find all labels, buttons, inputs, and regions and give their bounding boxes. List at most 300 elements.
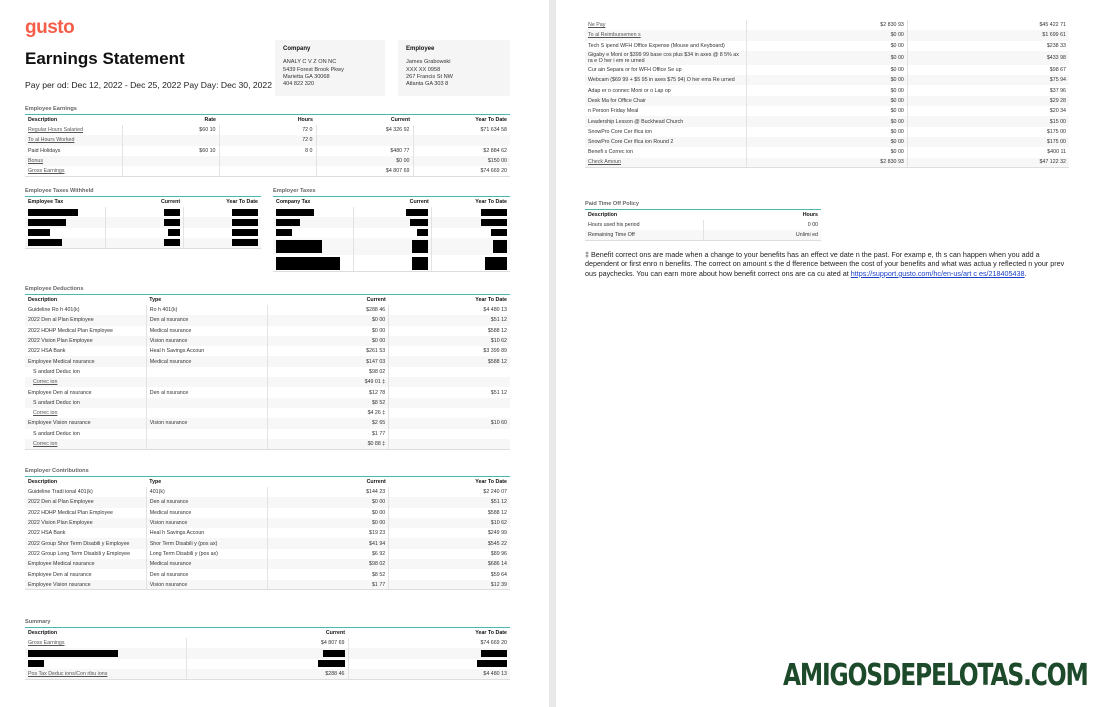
deductions-section: [25, 286, 510, 450]
table-cell: [746, 41, 907, 51]
column-header: Year To Date: [475, 297, 507, 303]
cell-text: $45 422 71: [1039, 22, 1066, 29]
table-row: [585, 20, 1069, 30]
redaction-bar: [164, 239, 180, 246]
row-link[interactable]: Pos Tax Deduc ions/Con ribu ions: [28, 670, 108, 677]
cell-text: $400 11: [1047, 149, 1066, 156]
table-row: [25, 638, 510, 648]
table-cell: [268, 367, 389, 377]
table-row: [25, 398, 510, 408]
redaction-bar: [481, 650, 507, 657]
cell-text: Shor Term Disabili y (pos ax): [149, 540, 218, 547]
cell-text: Paid Holidays: [28, 147, 61, 154]
table-cell: [389, 528, 510, 538]
cell-text: $3 399 89: [483, 348, 507, 355]
table-cell: [25, 398, 146, 408]
cell-text: $0 00: [371, 509, 386, 516]
table-cell: [146, 336, 267, 346]
table-row: [25, 336, 510, 346]
redacted-cell: [187, 659, 349, 669]
table-cell: [389, 549, 510, 559]
table-cell: [907, 30, 1069, 40]
cell-text: $60 10: [199, 147, 216, 154]
redaction-bar: [276, 240, 322, 253]
cell-text: Employee Den al nsurance: [28, 389, 92, 396]
table-cell: [146, 408, 267, 418]
cell-text: 401(k): [149, 489, 165, 496]
header-row: [25, 628, 510, 639]
table-row: [273, 228, 510, 238]
table-cell: [25, 669, 187, 679]
table-row: [25, 439, 510, 449]
table-row: [585, 127, 1069, 137]
table-cell: [268, 408, 389, 418]
cell-text: $238 33: [1046, 42, 1066, 49]
table-cell: [389, 508, 510, 518]
cell-text: Tech S ipend WFH Office Expense (Mouse and Keyboard): [588, 42, 725, 49]
table-cell: [907, 20, 1069, 30]
cell-text: $545 22: [487, 540, 507, 547]
redacted-cell: [183, 238, 261, 248]
table-cell: [25, 146, 122, 156]
table-cell: [389, 518, 510, 528]
cell-text: $150 00: [487, 158, 507, 165]
cell-text: $1 77: [371, 581, 386, 588]
header-row: [25, 477, 510, 488]
cell-text: $0 00: [396, 158, 410, 165]
redacted-cell: [432, 217, 510, 227]
table-cell: [268, 326, 389, 336]
column-header: Hours: [297, 117, 313, 123]
header-row: [273, 197, 510, 208]
redacted-cell: [354, 207, 432, 217]
cell-text: Vision nsurance: [149, 338, 188, 345]
redaction-bar: [491, 229, 507, 236]
table-cell: [389, 429, 510, 439]
cell-text: $75 94: [1049, 77, 1066, 84]
cell-text: 72 0: [302, 137, 313, 144]
earnings-table: [25, 114, 510, 177]
cell-text: $0 00: [371, 499, 386, 506]
table-row: [25, 429, 510, 439]
table-cell: [122, 146, 219, 156]
table-cell: [25, 439, 146, 449]
table-cell: [389, 439, 510, 449]
table-cell: [219, 125, 316, 135]
cell-text: $2 240 07: [483, 489, 507, 496]
cell-text: 2022 HSA Bank: [28, 530, 66, 537]
summary-section: [25, 619, 510, 680]
table-cell: [25, 135, 122, 145]
employee-line: Atlanta GA 303 8: [406, 81, 449, 88]
table-cell: [389, 387, 510, 397]
cell-text: Den al nsurance: [149, 389, 189, 396]
table-cell: [122, 135, 219, 145]
table-row: [25, 408, 510, 418]
employee-label: Employee: [406, 46, 435, 52]
cell-text: $74 669 20: [480, 640, 507, 647]
redaction-bar: [164, 209, 180, 216]
table-row: [585, 147, 1069, 157]
cell-text: Employee Den al nsurance: [28, 571, 92, 578]
redacted-cell: [25, 659, 187, 669]
section-title: Employee Deductions: [25, 286, 84, 292]
table-cell: [25, 387, 146, 397]
cell-text: $175 00: [1046, 128, 1066, 135]
table-cell: [146, 326, 267, 336]
row-link[interactable]: Correc ion: [33, 379, 58, 386]
redaction-bar: [28, 219, 66, 226]
table-row: [273, 255, 510, 272]
table-cell: [703, 230, 821, 240]
company-line: 404 822 320: [283, 81, 315, 88]
table-cell: [389, 538, 510, 548]
column-header: Type: [149, 297, 162, 303]
table-cell: [907, 75, 1069, 85]
table-cell: [25, 429, 146, 439]
page-title: Earnings Statement: [25, 49, 185, 68]
table-cell: [25, 638, 187, 648]
row-link[interactable]: Gross Earnings: [28, 640, 65, 647]
table-cell: [146, 559, 267, 569]
cell-text: Hours used his period: [588, 222, 640, 229]
redacted-cell: [354, 238, 432, 255]
cell-text: $4 26 ‡: [367, 410, 386, 417]
redaction-bar: [28, 650, 118, 657]
table-cell: [25, 367, 146, 377]
table-cell: [268, 487, 389, 497]
table-cell: [413, 166, 510, 176]
table-cell: [585, 106, 746, 116]
table-cell: [146, 580, 267, 590]
redacted-cell: [432, 228, 510, 238]
table-cell: [268, 569, 389, 579]
cell-text: Vision nsurance: [149, 520, 188, 527]
table-row: [273, 217, 510, 227]
cell-text: $261 53: [366, 348, 386, 355]
row-link[interactable]: Bonus: [28, 158, 44, 165]
table-cell: [907, 96, 1069, 106]
redacted-cell: [25, 217, 105, 227]
table-cell: [25, 497, 146, 507]
table-cell: [25, 580, 146, 590]
table-cell: [389, 367, 510, 377]
cell-text: $0 00: [890, 118, 904, 125]
table-cell: [585, 137, 746, 147]
table-cell: [25, 156, 122, 166]
table-cell: [25, 418, 146, 428]
cell-text: $1 77: [371, 430, 386, 437]
redacted-cell: [25, 207, 105, 217]
table-row: [25, 580, 510, 590]
table-row: [25, 207, 261, 217]
table-cell: [25, 538, 146, 548]
cell-text: $0 00: [890, 32, 904, 39]
table-cell: [268, 346, 389, 356]
redaction-bar: [28, 660, 44, 667]
redacted-cell: [25, 228, 105, 238]
earnings-section: [25, 106, 510, 177]
table-cell: [146, 487, 267, 497]
table-cell: [25, 528, 146, 538]
cell-text: Benefi s Correc ion: [588, 149, 634, 156]
redaction-bar: [412, 257, 428, 270]
table-cell: [146, 377, 267, 387]
cell-text: 2022 Den al Plan Employee: [28, 499, 94, 506]
cell-text: $4 807 69: [320, 640, 345, 647]
table-row: [25, 549, 510, 559]
table-cell: [585, 116, 746, 126]
note-text: ‡ Benefit correct ons are made when a change to your benefits has an effect ve date n the past. For examp e, th s can happen when you add a dependent or first enro n benefits. The correct on amount s the d fference between the cost of your benefits and what was actua y reflected n your prev ous paychecks. You can earn more about how benefit correct ons are ca cu ated at: [585, 250, 1065, 278]
table-cell: [746, 51, 907, 65]
table-cell: [146, 508, 267, 518]
employee-line: 267 Francis St NW: [406, 73, 453, 80]
cell-text: Guideline Tradi ional 401(k): [28, 489, 93, 496]
cell-text: Medical nsurance: [149, 561, 192, 568]
column-header: Current: [409, 199, 429, 205]
redacted-cell: [105, 228, 183, 238]
table-row: [25, 497, 510, 507]
row-link[interactable]: Ne Pay: [588, 22, 606, 29]
table-cell: [25, 326, 146, 336]
table-cell: [389, 418, 510, 428]
column-header: Year To Date: [475, 479, 507, 485]
table-cell: [316, 156, 413, 166]
redaction-bar: [232, 219, 258, 226]
redaction-bar: [485, 257, 507, 270]
column-header: Current: [366, 297, 386, 303]
cell-text: $89 96: [490, 550, 507, 557]
row-link[interactable]: To al Reimbursemen s: [588, 32, 641, 39]
cell-text: $288 46: [366, 307, 386, 314]
redaction-bar: [28, 239, 62, 246]
redaction-bar: [276, 209, 314, 216]
redacted-cell: [273, 217, 354, 227]
table-row: [25, 487, 510, 497]
row-link[interactable]: Correc ion: [33, 440, 58, 447]
column-header: Current: [390, 117, 410, 123]
table-cell: [146, 346, 267, 356]
table-row: [585, 230, 821, 240]
header-row: [25, 295, 510, 306]
cell-text: $37 96: [1049, 87, 1066, 94]
table-cell: [907, 127, 1069, 137]
table-cell: [25, 508, 146, 518]
table-cell: [146, 387, 267, 397]
cell-text: Employee Medical nsurance: [28, 358, 95, 365]
column-header: Year To Date: [475, 199, 507, 205]
redaction-bar: [323, 650, 345, 657]
table-cell: [585, 51, 746, 65]
table-cell: [413, 146, 510, 156]
table-cell: [348, 669, 510, 679]
cell-text: $175 00: [1046, 139, 1066, 146]
cell-text: Den al nsurance: [149, 571, 189, 578]
table-row: [25, 648, 510, 658]
row-link[interactable]: Correc ion: [33, 410, 58, 417]
redacted-cell: [354, 217, 432, 227]
table-cell: [25, 487, 146, 497]
watermark: AMIGOSDEPELOTAS.COM: [783, 658, 1088, 693]
table-cell: [146, 518, 267, 528]
table-cell: [703, 220, 821, 230]
employee-box: [398, 40, 510, 96]
cell-text: $71 634 58: [480, 127, 507, 134]
cell-text: Employee Medical nsurance: [28, 561, 95, 568]
cell-text: Vision nsurance: [149, 420, 188, 427]
cell-text: $0 00: [890, 54, 904, 61]
table-cell: [25, 569, 146, 579]
cell-text: $10 60: [490, 420, 507, 427]
table-row: [273, 207, 510, 217]
redaction-bar: [168, 229, 180, 236]
table-row: [25, 377, 510, 387]
cell-text: $147 03: [366, 358, 386, 365]
cell-text: $686 14: [487, 561, 507, 568]
row-link[interactable]: Regular Hours Salaried: [28, 127, 84, 134]
table-cell: [389, 336, 510, 346]
table-cell: [746, 137, 907, 147]
header-row: [585, 210, 821, 221]
table-cell: [219, 166, 316, 176]
table-cell: [268, 518, 389, 528]
table-cell: [389, 315, 510, 325]
cell-text: Leadership Lesson @ Buckhead Church: [588, 118, 684, 125]
cell-text: S andard Deduc ion: [33, 399, 80, 406]
cell-text: 2022 HDHP Medical Plan Employee: [28, 509, 113, 516]
cell-text: $51 12: [490, 499, 507, 506]
row-link[interactable]: Gross Earnings: [28, 168, 65, 175]
cell-text: $249 99: [487, 530, 507, 537]
table-cell: [585, 127, 746, 137]
redaction-bar: [276, 257, 340, 270]
column-header: Current: [325, 630, 345, 636]
redaction-bar: [276, 229, 292, 236]
table-cell: [316, 135, 413, 145]
cell-text: $12 39: [490, 581, 507, 588]
table-row: [585, 51, 1069, 65]
pto-section: [585, 201, 821, 241]
gusto-logo: gusto: [25, 17, 75, 38]
cell-text: Guideline Ro h 401(k): [28, 307, 80, 314]
row-link[interactable]: Check Amoun: [588, 159, 621, 166]
column-header: Employee Tax: [28, 199, 64, 205]
row-link[interactable]: To al Hours Worked: [28, 137, 75, 144]
table-cell: [746, 106, 907, 116]
cell-text: $1 699 61: [1042, 32, 1066, 39]
column-header: Year To Date: [475, 117, 507, 123]
table-cell: [746, 30, 907, 40]
summary-cont-section: [585, 20, 1069, 168]
table-cell: [25, 305, 146, 315]
emp-taxes-table: [25, 196, 261, 249]
cell-text: $0 00: [371, 520, 386, 527]
cell-text: $51 12: [490, 317, 507, 324]
table-row: [25, 238, 261, 248]
table-row: [585, 65, 1069, 75]
cell-text: $4 326 92: [385, 127, 410, 134]
redaction-bar: [493, 240, 507, 253]
redacted-cell: [348, 659, 510, 669]
cell-text: $288 46: [325, 670, 345, 677]
cell-text: $144 23: [366, 489, 386, 496]
emp-taxes-section: [25, 188, 261, 249]
table-cell: [746, 158, 907, 168]
redacted-cell: [187, 648, 349, 658]
cell-text: Medical nsurance: [149, 509, 192, 516]
redaction-bar: [28, 229, 50, 236]
cell-text: $0 00: [890, 108, 904, 115]
employee-line: XXX XX 0958: [406, 66, 441, 73]
cell-text: S andard Deduc ion: [33, 368, 80, 375]
cell-text: Ro h 401(k): [149, 307, 178, 314]
table-row: [25, 305, 510, 315]
table-cell: [146, 528, 267, 538]
summary-cont-table: [585, 20, 1069, 168]
table-cell: [389, 580, 510, 590]
cell-text: $10 62: [490, 520, 507, 527]
employee-line: James Grabowski: [406, 59, 451, 66]
redaction-bar: [477, 660, 507, 667]
cell-text: Vision nsurance: [149, 581, 188, 588]
table-cell: [585, 230, 703, 240]
table-cell: [585, 65, 746, 75]
section-title: Summary: [25, 619, 51, 625]
cell-text: Medical nsurance: [149, 358, 192, 365]
note-end: .: [1024, 268, 1027, 278]
table-cell: [907, 41, 1069, 51]
table-row: [25, 538, 510, 548]
support-link[interactable]: https://support.gusto.com/hc/en-us/art c es/218405438: [850, 268, 1025, 278]
cell-text: Unlimi ed: [795, 232, 818, 239]
table-cell: [389, 326, 510, 336]
table-row: [25, 146, 510, 156]
cell-text: $0 88 ‡: [367, 440, 386, 447]
redaction-bar: [481, 209, 507, 216]
column-header: Company Tax: [276, 199, 311, 205]
cell-text: $2 830 93: [880, 159, 904, 166]
cell-text: $98 67: [1049, 67, 1066, 74]
redaction-bar: [232, 229, 258, 236]
table-cell: [316, 125, 413, 135]
cell-text: Den al nsurance: [149, 317, 189, 324]
column-header: Rate: [204, 117, 216, 123]
cell-text: $74 669 20: [480, 168, 507, 175]
table-row: [585, 220, 821, 230]
table-cell: [389, 398, 510, 408]
table-cell: [25, 166, 122, 176]
cell-text: $0 00: [371, 317, 386, 324]
table-cell: [146, 305, 267, 315]
redacted-cell: [432, 255, 510, 272]
cell-text: $433 98: [1046, 54, 1066, 61]
cell-text: $0 00: [371, 338, 386, 345]
table-row: [25, 518, 510, 528]
cell-text: Cur ain Separa or for WFH Office Se up: [588, 67, 682, 74]
table-cell: [746, 96, 907, 106]
header-row: [25, 197, 261, 208]
table-cell: [389, 356, 510, 366]
table-cell: [268, 439, 389, 449]
redaction-bar: [318, 660, 345, 667]
cell-text: $0 00: [890, 77, 904, 84]
redacted-cell: [273, 228, 354, 238]
table-cell: [585, 41, 746, 51]
cell-text: Heal h Savings Accoun: [149, 530, 205, 537]
table-cell: [146, 549, 267, 559]
redaction-bar: [410, 219, 428, 226]
table-cell: [585, 147, 746, 157]
